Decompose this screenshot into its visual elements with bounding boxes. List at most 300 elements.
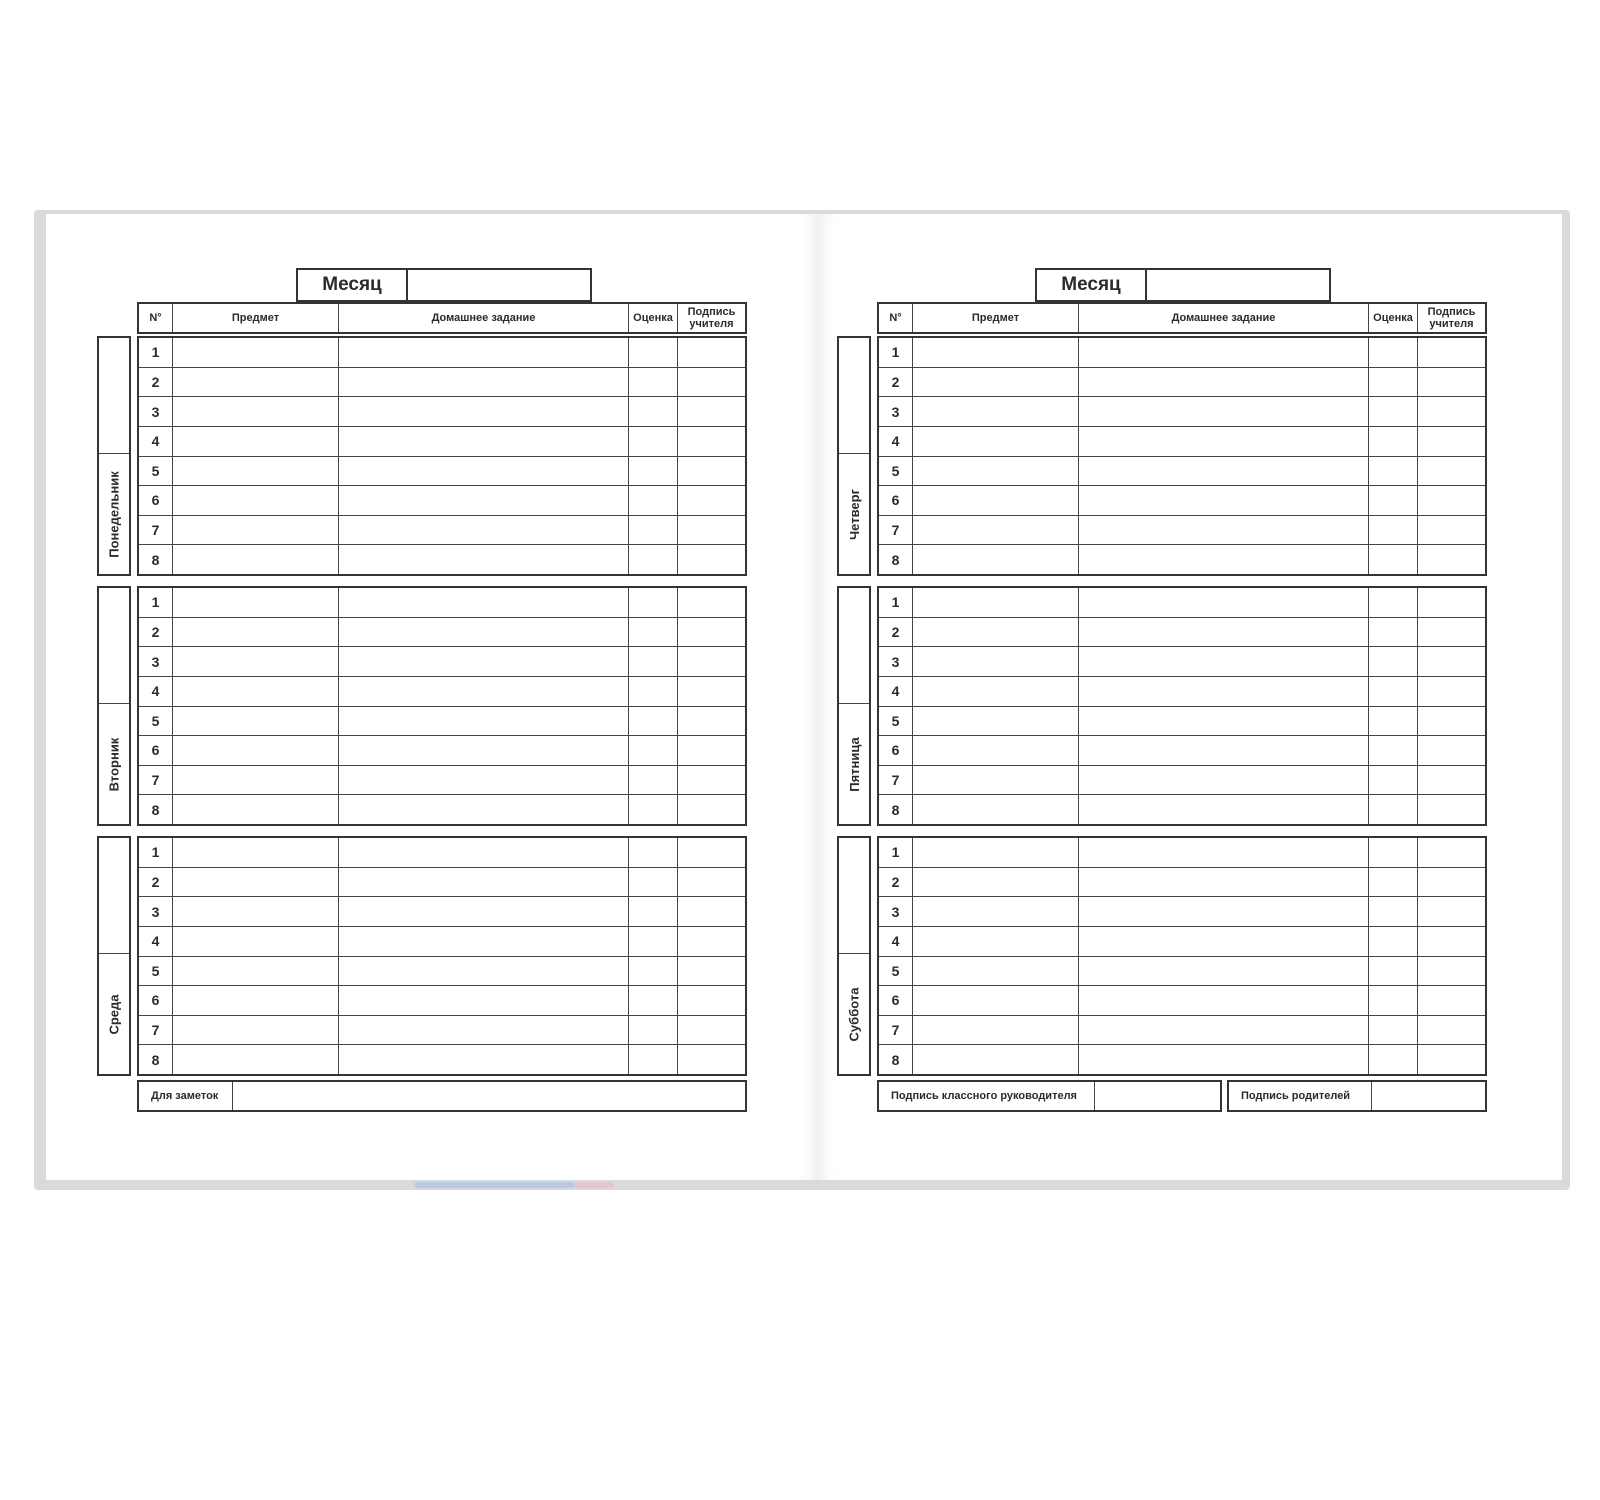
teacher-sign-cell[interactable]	[1417, 397, 1485, 426]
subject-cell[interactable]	[912, 1045, 1078, 1074]
subject-cell[interactable]	[912, 545, 1078, 574]
teacher-sign-cell[interactable]	[1417, 766, 1485, 795]
grade-cell[interactable]	[628, 647, 677, 676]
teacher-sign-cell[interactable]	[677, 897, 745, 926]
lesson-row	[139, 485, 745, 515]
grade-cell[interactable]	[628, 766, 677, 795]
teacher-sign-cell[interactable]	[1417, 1045, 1485, 1074]
lesson-number: 2	[891, 373, 900, 390]
subject-cell[interactable]	[172, 647, 338, 676]
header-num: N°	[889, 312, 902, 324]
homework-cell[interactable]	[1078, 677, 1368, 706]
month-field[interactable]	[1147, 270, 1329, 300]
subject-cell[interactable]	[912, 927, 1078, 956]
lesson-number: 5	[891, 712, 900, 729]
teacher-sign-cell[interactable]	[1417, 795, 1485, 824]
grade-cell[interactable]	[1368, 927, 1417, 956]
grade-cell[interactable]	[628, 545, 677, 574]
grade-cell[interactable]	[628, 516, 677, 545]
lesson-number: 5	[891, 462, 900, 479]
lesson-row	[139, 646, 745, 676]
subject-cell[interactable]	[172, 897, 338, 926]
day-tab-saturday	[837, 836, 871, 1076]
lesson-row	[879, 617, 1485, 647]
homework-cell[interactable]	[338, 397, 628, 426]
lesson-number: 8	[151, 551, 160, 568]
lesson-row	[139, 396, 745, 426]
lesson-number: 2	[151, 373, 160, 390]
header-num: N°	[149, 312, 162, 324]
subject-cell[interactable]	[912, 397, 1078, 426]
teacher-sign-cell[interactable]	[677, 647, 745, 676]
lesson-number: 6	[151, 492, 160, 509]
lesson-row	[139, 1015, 745, 1045]
lesson-number: 7	[891, 1022, 900, 1039]
homework-cell[interactable]	[338, 516, 628, 545]
teacher-sign-cell[interactable]	[677, 545, 745, 574]
homework-cell[interactable]	[338, 838, 628, 867]
header-grade: Оценка	[1368, 304, 1417, 332]
lesson-row	[139, 544, 745, 574]
homework-cell[interactable]	[1078, 647, 1368, 676]
homework-cell[interactable]	[1078, 766, 1368, 795]
teacher-sign-cell[interactable]	[677, 927, 745, 956]
lesson-row	[879, 515, 1485, 545]
grade-cell[interactable]	[1368, 545, 1417, 574]
lesson-number: 1	[151, 344, 160, 361]
grade-cell[interactable]	[1368, 766, 1417, 795]
month-field[interactable]	[408, 270, 590, 300]
lesson-number: 6	[891, 992, 900, 1009]
lesson-number: 3	[151, 903, 160, 920]
subject-cell[interactable]	[172, 486, 338, 515]
teacher-sign-cell[interactable]	[1417, 486, 1485, 515]
day-label-friday: Пятница	[846, 736, 862, 792]
grade-cell[interactable]	[628, 1016, 677, 1045]
homework-cell[interactable]	[1078, 397, 1368, 426]
homework-cell[interactable]	[1078, 545, 1368, 574]
teacher-sign-cell[interactable]	[1417, 868, 1485, 897]
grade-cell[interactable]	[628, 795, 677, 824]
class-teacher-sign-box	[877, 1080, 1222, 1112]
subject-cell[interactable]	[172, 516, 338, 545]
grade-cell[interactable]	[628, 368, 677, 397]
subject-cell[interactable]	[912, 618, 1078, 647]
grade-cell[interactable]	[628, 897, 677, 926]
homework-cell[interactable]	[1078, 1045, 1368, 1074]
teacher-sign-cell[interactable]	[677, 986, 745, 1015]
lesson-number: 6	[151, 742, 160, 759]
grade-cell[interactable]	[1368, 427, 1417, 456]
teacher-sign-cell[interactable]	[1417, 677, 1485, 706]
lesson-row	[879, 485, 1485, 515]
teacher-sign-cell[interactable]	[677, 427, 745, 456]
lesson-number: 5	[151, 712, 160, 729]
homework-cell[interactable]	[338, 338, 628, 367]
lesson-number: 4	[891, 433, 900, 450]
subject-cell[interactable]	[172, 736, 338, 765]
teacher-sign-cell[interactable]	[677, 338, 745, 367]
grade-cell[interactable]	[1368, 838, 1417, 867]
subject-cell[interactable]	[172, 795, 338, 824]
grade-cell[interactable]	[628, 618, 677, 647]
lesson-row	[879, 338, 1485, 367]
subject-cell[interactable]	[912, 486, 1078, 515]
teacher-sign-cell[interactable]	[1417, 618, 1485, 647]
grade-cell[interactable]	[628, 927, 677, 956]
month-box	[1035, 268, 1331, 302]
teacher-sign-cell[interactable]	[677, 795, 745, 824]
grade-cell[interactable]	[1368, 486, 1417, 515]
grade-cell[interactable]	[1368, 516, 1417, 545]
lesson-number: 1	[891, 594, 900, 611]
grade-cell[interactable]	[1368, 618, 1417, 647]
month-box	[296, 268, 592, 302]
subject-cell[interactable]	[172, 618, 338, 647]
lesson-row	[879, 367, 1485, 397]
grade-cell[interactable]	[1368, 397, 1417, 426]
header-homework: Домашнее задание	[1078, 304, 1368, 332]
homework-cell[interactable]	[338, 795, 628, 824]
subject-cell[interactable]	[912, 736, 1078, 765]
lesson-number: 6	[151, 992, 160, 1009]
lesson-row	[139, 338, 745, 367]
grade-cell[interactable]	[628, 868, 677, 897]
subject-cell[interactable]	[172, 427, 338, 456]
lesson-number: 6	[891, 492, 900, 509]
teacher-sign-cell[interactable]	[1417, 897, 1485, 926]
lesson-row	[879, 765, 1485, 795]
homework-cell[interactable]	[1078, 957, 1368, 986]
lesson-number: 2	[151, 873, 160, 890]
homework-cell[interactable]	[338, 957, 628, 986]
subject-cell[interactable]	[912, 647, 1078, 676]
lesson-number: 7	[891, 772, 900, 789]
parents-sign-box	[1227, 1080, 1487, 1112]
homework-cell[interactable]	[338, 545, 628, 574]
grade-cell[interactable]	[628, 588, 677, 617]
subject-cell[interactable]	[912, 368, 1078, 397]
grade-cell[interactable]	[628, 338, 677, 367]
homework-cell[interactable]	[1078, 516, 1368, 545]
lesson-number: 8	[151, 1051, 160, 1068]
lesson-row	[879, 956, 1485, 986]
lesson-row	[879, 896, 1485, 926]
subject-cell[interactable]	[172, 838, 338, 867]
grade-cell[interactable]	[1368, 338, 1417, 367]
lesson-row	[139, 867, 745, 897]
teacher-sign-cell[interactable]	[677, 368, 745, 397]
lesson-number: 3	[891, 653, 900, 670]
left-page	[46, 214, 818, 1180]
day-tab-tuesday	[97, 586, 131, 826]
teacher-sign-cell[interactable]	[1417, 986, 1485, 1015]
subject-cell[interactable]	[912, 707, 1078, 736]
lesson-number: 2	[891, 873, 900, 890]
day-label-monday: Понедельник	[106, 470, 122, 558]
homework-cell[interactable]	[338, 486, 628, 515]
header-teacher-sign: Подпись учителя	[1417, 304, 1485, 332]
cover-stripe	[574, 1182, 614, 1188]
subject-cell[interactable]	[912, 516, 1078, 545]
lesson-row	[139, 515, 745, 545]
day-label-thursday: Четверг	[846, 488, 862, 540]
subject-cell[interactable]	[912, 588, 1078, 617]
grade-cell[interactable]	[1368, 736, 1417, 765]
subject-cell[interactable]	[912, 338, 1078, 367]
subject-cell[interactable]	[912, 766, 1078, 795]
teacher-sign-cell[interactable]	[677, 766, 745, 795]
subject-cell[interactable]	[172, 677, 338, 706]
teacher-sign-cell[interactable]	[677, 736, 745, 765]
teacher-sign-cell[interactable]	[677, 1016, 745, 1045]
lesson-row	[879, 676, 1485, 706]
homework-cell[interactable]	[1078, 986, 1368, 1015]
lesson-row	[879, 456, 1485, 486]
teacher-sign-cell[interactable]	[677, 957, 745, 986]
lesson-row	[879, 985, 1485, 1015]
teacher-sign-cell[interactable]	[677, 397, 745, 426]
lesson-row	[879, 838, 1485, 867]
homework-cell[interactable]	[338, 427, 628, 456]
teacher-sign-cell[interactable]	[677, 838, 745, 867]
table-header	[137, 302, 747, 334]
homework-cell[interactable]	[1078, 795, 1368, 824]
homework-cell[interactable]	[1078, 838, 1368, 867]
lesson-number: 2	[891, 623, 900, 640]
notes-field[interactable]	[233, 1082, 745, 1110]
teacher-sign-cell[interactable]	[1417, 1016, 1485, 1045]
grade-cell[interactable]	[628, 1045, 677, 1074]
subject-cell[interactable]	[912, 838, 1078, 867]
grade-cell[interactable]	[1368, 795, 1417, 824]
teacher-sign-cell[interactable]	[677, 486, 745, 515]
homework-cell[interactable]	[338, 618, 628, 647]
lesson-row	[139, 956, 745, 986]
subject-cell[interactable]	[172, 1016, 338, 1045]
grade-cell[interactable]	[628, 986, 677, 1015]
subject-cell[interactable]	[912, 957, 1078, 986]
homework-cell[interactable]	[338, 927, 628, 956]
subject-cell[interactable]	[912, 795, 1078, 824]
lesson-number: 3	[891, 403, 900, 420]
teacher-sign-cell[interactable]	[1417, 736, 1485, 765]
subject-cell[interactable]	[172, 368, 338, 397]
grade-cell[interactable]	[1368, 647, 1417, 676]
homework-cell[interactable]	[338, 897, 628, 926]
subject-cell[interactable]	[912, 868, 1078, 897]
grade-cell[interactable]	[1368, 1045, 1417, 1074]
teacher-sign-cell[interactable]	[1417, 707, 1485, 736]
teacher-sign-cell[interactable]	[1417, 927, 1485, 956]
homework-cell[interactable]	[338, 868, 628, 897]
lesson-number: 8	[891, 1051, 900, 1068]
grade-cell[interactable]	[628, 736, 677, 765]
subject-cell[interactable]	[172, 545, 338, 574]
homework-cell[interactable]	[1078, 868, 1368, 897]
grade-cell[interactable]	[628, 397, 677, 426]
header-homework: Домашнее задание	[338, 304, 628, 332]
grade-cell[interactable]	[1368, 986, 1417, 1015]
homework-cell[interactable]	[1078, 707, 1368, 736]
grade-cell[interactable]	[1368, 368, 1417, 397]
teacher-sign-cell[interactable]	[677, 588, 745, 617]
lesson-row	[879, 867, 1485, 897]
subject-cell[interactable]	[912, 677, 1078, 706]
teacher-sign-cell[interactable]	[1417, 838, 1485, 867]
lesson-row	[879, 735, 1485, 765]
grade-cell[interactable]	[628, 707, 677, 736]
homework-cell[interactable]	[1078, 736, 1368, 765]
lesson-number: 8	[151, 801, 160, 818]
subject-cell[interactable]	[172, 1045, 338, 1074]
homework-cell[interactable]	[338, 1016, 628, 1045]
homework-cell[interactable]	[338, 707, 628, 736]
grade-cell[interactable]	[1368, 707, 1417, 736]
grade-cell[interactable]	[1368, 677, 1417, 706]
subject-cell[interactable]	[912, 427, 1078, 456]
subject-cell[interactable]	[172, 766, 338, 795]
teacher-sign-cell[interactable]	[1417, 427, 1485, 456]
lesson-number: 8	[891, 801, 900, 818]
grade-cell[interactable]	[1368, 957, 1417, 986]
teacher-sign-cell[interactable]	[1417, 647, 1485, 676]
homework-cell[interactable]	[1078, 1016, 1368, 1045]
notes-box	[137, 1080, 747, 1112]
thursday-table	[877, 336, 1487, 576]
teacher-sign-cell[interactable]	[1417, 545, 1485, 574]
teacher-sign-cell[interactable]	[677, 1045, 745, 1074]
lesson-number: 5	[151, 462, 160, 479]
homework-cell[interactable]	[1078, 427, 1368, 456]
grade-cell[interactable]	[1368, 457, 1417, 486]
day-label-wednesday: Среда	[106, 993, 122, 1035]
homework-cell[interactable]	[1078, 588, 1368, 617]
month-label: Месяц	[298, 270, 408, 300]
teacher-sign-cell[interactable]	[677, 707, 745, 736]
teacher-sign-cell[interactable]	[1417, 457, 1485, 486]
homework-cell[interactable]	[1078, 618, 1368, 647]
lesson-row	[879, 396, 1485, 426]
grade-cell[interactable]	[1368, 588, 1417, 617]
homework-cell[interactable]	[338, 368, 628, 397]
lesson-row	[139, 1044, 745, 1074]
grade-cell[interactable]	[628, 838, 677, 867]
teacher-sign-cell[interactable]	[1417, 338, 1485, 367]
lesson-number: 4	[151, 433, 160, 450]
subject-cell[interactable]	[172, 868, 338, 897]
day-tab-monday	[97, 336, 131, 576]
homework-cell[interactable]	[338, 736, 628, 765]
homework-cell[interactable]	[338, 1045, 628, 1074]
grade-cell[interactable]	[1368, 868, 1417, 897]
homework-cell[interactable]	[338, 588, 628, 617]
teacher-sign-cell[interactable]	[1417, 957, 1485, 986]
lesson-row	[879, 794, 1485, 824]
notes-label: Для заметок	[139, 1082, 233, 1110]
lesson-number: 1	[891, 844, 900, 861]
class-teacher-sign-field[interactable]	[1095, 1082, 1220, 1110]
homework-cell[interactable]	[1078, 927, 1368, 956]
header-subject: Предмет	[912, 304, 1078, 332]
lesson-number: 8	[891, 551, 900, 568]
homework-cell[interactable]	[338, 457, 628, 486]
homework-cell[interactable]	[338, 647, 628, 676]
homework-cell[interactable]	[1078, 338, 1368, 367]
homework-cell[interactable]	[1078, 897, 1368, 926]
subject-cell[interactable]	[172, 986, 338, 1015]
lesson-row	[879, 926, 1485, 956]
grade-cell[interactable]	[628, 957, 677, 986]
parents-sign-field[interactable]	[1372, 1082, 1485, 1110]
lesson-number: 7	[151, 1022, 160, 1039]
class-teacher-sign-label: Подпись классного руководителя	[879, 1082, 1095, 1110]
teacher-sign-cell[interactable]	[677, 677, 745, 706]
subject-cell[interactable]	[912, 457, 1078, 486]
grade-cell[interactable]	[628, 486, 677, 515]
grade-cell[interactable]	[1368, 1016, 1417, 1045]
lesson-number: 4	[151, 683, 160, 700]
table-header	[877, 302, 1487, 334]
day-label-tuesday: Вторник	[106, 737, 122, 791]
subject-cell[interactable]	[172, 338, 338, 367]
lesson-row	[879, 1044, 1485, 1074]
grade-cell[interactable]	[1368, 897, 1417, 926]
teacher-sign-cell[interactable]	[677, 618, 745, 647]
lesson-number: 4	[151, 933, 160, 950]
teacher-sign-cell[interactable]	[677, 516, 745, 545]
lesson-row	[139, 588, 745, 617]
grade-cell[interactable]	[628, 677, 677, 706]
grade-cell[interactable]	[628, 427, 677, 456]
lesson-row	[139, 838, 745, 867]
homework-cell[interactable]	[338, 766, 628, 795]
teacher-sign-cell[interactable]	[1417, 516, 1485, 545]
subject-cell[interactable]	[172, 957, 338, 986]
day-label-saturday: Суббота	[846, 987, 862, 1041]
lesson-row	[879, 1015, 1485, 1045]
teacher-sign-cell[interactable]	[677, 868, 745, 897]
month-label: Месяц	[1037, 270, 1147, 300]
subject-cell[interactable]	[172, 457, 338, 486]
header-subject: Предмет	[172, 304, 338, 332]
teacher-sign-cell[interactable]	[1417, 368, 1485, 397]
grade-cell[interactable]	[628, 457, 677, 486]
subject-cell[interactable]	[172, 588, 338, 617]
teacher-sign-cell[interactable]	[1417, 588, 1485, 617]
parents-sign-label: Подпись родителей	[1229, 1082, 1372, 1110]
homework-cell[interactable]	[338, 986, 628, 1015]
subject-cell[interactable]	[912, 1016, 1078, 1045]
homework-cell[interactable]	[338, 677, 628, 706]
homework-cell[interactable]	[1078, 368, 1368, 397]
lesson-row	[139, 896, 745, 926]
lesson-row	[139, 367, 745, 397]
teacher-sign-cell[interactable]	[677, 457, 745, 486]
subject-cell[interactable]	[172, 707, 338, 736]
homework-cell[interactable]	[1078, 486, 1368, 515]
header-grade: Оценка	[628, 304, 677, 332]
homework-cell[interactable]	[1078, 457, 1368, 486]
lesson-row	[879, 544, 1485, 574]
subject-cell[interactable]	[912, 986, 1078, 1015]
subject-cell[interactable]	[172, 927, 338, 956]
day-tab-thursday	[837, 336, 871, 576]
tuesday-table	[137, 586, 747, 826]
subject-cell[interactable]	[172, 397, 338, 426]
subject-cell[interactable]	[912, 897, 1078, 926]
friday-table	[877, 586, 1487, 826]
